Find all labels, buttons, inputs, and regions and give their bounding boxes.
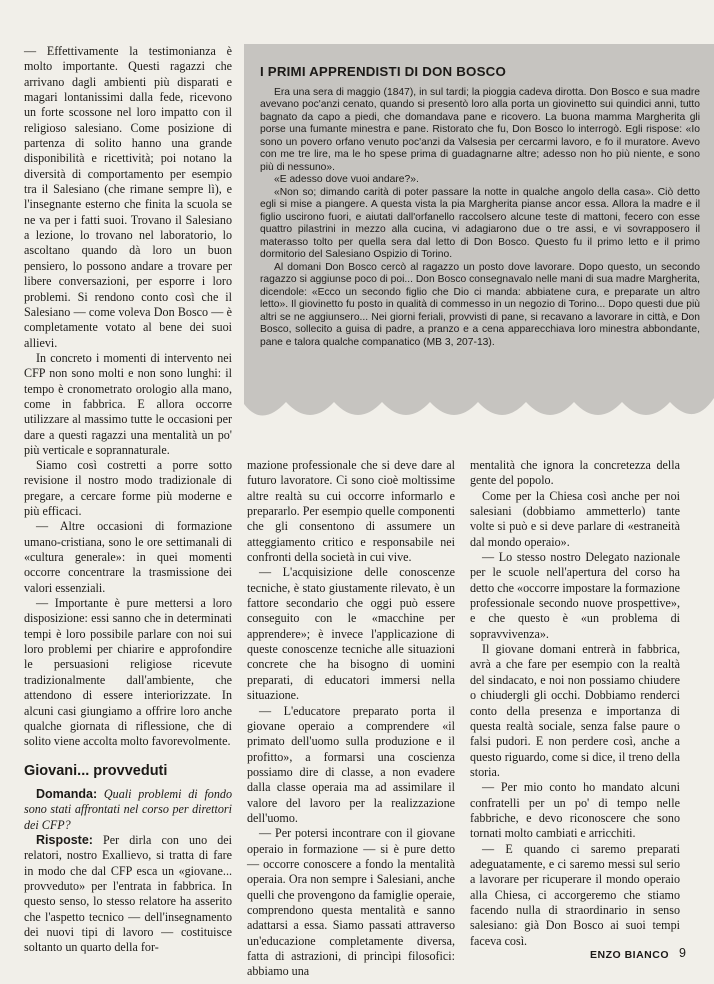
left-column-top — [24, 44, 232, 458]
sidebar-box — [244, 44, 714, 454]
section-subheading: Giovani... provveduti — [24, 762, 168, 779]
body-paragraph: — L'educatore preparato porta il giovane operaio a comprendere «il primato dell'uomo sulla produzione e il profitto», a formarsi una coscienza possiamo dire di classe, a non evadere dalla classe operaia ma ad assimilare il valore del lavoro per la realizzazione dell'uomo. — [247, 703, 455, 825]
body-paragraph: mentalità che ignora la concretezza della gente del popolo. — [470, 458, 680, 488]
body-paragraph: — Per mio conto ho mandato alcuni confratelli per un po' di tempo nelle fabbriche, e devo riconoscere che sono tornati molto cambiati e arricchiti. — [470, 780, 680, 841]
box-paragraph: «E adesso dove vuoi andare?». — [274, 174, 419, 185]
box-paragraph: «Non so; dimando carità di poter passare la notte in qualche angolo della casa». Ciò detto egli si mise a piangere. A questa vista la pia Margherita pianse ancor essa. Allora la madre e il figlio uscirono fuori, e aiutati dall'orfanello raccolsero alcune teste di mattoni, fecero con esse quattro pilastrini in mezzo alla cucina, vi adagiarono due o tre assi, e vi sovrapposero il materasso tolto per quella sera dal letto di Don Bosco. Questo fu il primo letto e il primo dormitorio del Salesiano Ospizio di Torino. — [260, 186, 700, 260]
box-paragraph: Era una sera di maggio (1847), in sul tardi; la pioggia cadeva dirotta. Don Bosco e sua madre avevano poc'anzi cenato, quando si presentò loro alla porta un giovinetto sui quindici anni, tutto bagnato da capo a piedi, che domandava pane e ricovero. La buona mamma Margherita gli porse una fumante minestra e pane. Ristorato che fu, Don Bosco lo interrogò. Egli rispose: «Io sono un povero orfano venuto poc'anzi da Valsesia per cercarmi lavoro, e fo il muratore. Avevo con me tre lire, ma le ho spese prima di guadagnarne altre; adesso non ho più niente, e sono più di nessuno». — [260, 86, 700, 173]
left-column-bottom — [24, 458, 232, 956]
body-paragraph: — Importante è pure mettersi a loro disposizione: essi sanno che in determinati tempi è loro possibile parlare con noi sui loro problemi per chiarire e approfondire le persuasioni religiose ricevute tradizionalmente dall'ambiente, che attendono di essere interiorizzate. In alcuni casi giungiamo a offrire loro anche qualche giornata di riflessione, che di solito viene accolta molto favorevolmente. — [24, 596, 232, 749]
body-paragraph: mazione professionale che si deve dare al futuro lavoratore. Ci sono cioè moltissime altre realtà su cui occorre informarlo e prepararlo. Per esempio quelle componenti che gli consentono di assumere un atteggiamento critico e responsabile nei confronti della società in cui vive. — [247, 458, 455, 565]
author-byline: ENZO BIANCO — [590, 949, 669, 961]
body-paragraph: — Altre occasioni di formazione umano-cristiana, sono le ore settimanali di «cultura generale»: in quei momenti occorre concentrare la trasmissione dei valori essenziali. — [24, 519, 232, 595]
question-paragraph — [24, 787, 232, 833]
page-number: 9 — [679, 946, 686, 960]
right-column — [470, 458, 680, 949]
box-paragraph: Al domani Don Bosco cercò al ragazzo un posto dove lavorare. Dopo questo, un secondo ragazzo si aggiunse poco di poi... Don Bosco consegnavalo nelle mani di sua madre Margherita, dicendole: «Ecco un secondo figlio che Dio ci manda: abbiatene cura, e preparate un altro letto». Il giovinetto fu posto in qualità di commesso in un negozio di Torino... Dopo questi due più altri se ne aggiunsero... Nei giorni feriali, provvisti di pane, si recavano a lavorare in città, e Don Bosco, sollecito a guisa di padre, a pranzo e a cena apparecchiava loro minestra abbondante, pane e talora qualche companatico (MB 3, 207-13). — [260, 261, 700, 348]
body-paragraph: In concreto i momenti di intervento nei CFP non sono molti e non sono lunghi: il tempo è cronometrato orologio alla mano, come in fabbrica. E allora occorre utilizzare al massimo tutte le occasioni per dare a questi ragazzi una mentalità un po' più verticale e soprannaturale. — [24, 350, 232, 457]
body-paragraph: — Per potersi incontrare con il giovane operaio in formazione — si è pure detto — occorre conoscere a fondo la mentalità operaia. Ora non sempre i Salesiani, anche quelli che provengono da famiglie operaie, comprendono questa mentalità e sanno adattarsi a essa. Siamo passati attraverso un'educazione completamente diversa, fatta di astrazioni, di princìpi filosofici: abbiamo una — [247, 826, 455, 979]
body-paragraph: — Effettivamente la testimonianza è molto importante. Questi ragazzi che arrivano dagli ambienti più disparati e magari lontanissimi dalla fede, ricevono un forte scossone nel loro impatto con il religioso salesiano. Come posizione di partenza di solito hanno una grande disponibilità e ricettività; poi notano la diversità di comportamento per esempio tra il Salesiano (che rimane sempre lì), e l'insegnante esterno che finita la scuola se ne va per i fatti suoi. Trovano il Salesiano a lezione, lo trovano nel laboratorio, lo ascoltano quando dà loro un buon pensiero, lo possono andare a trovare per libere conversazioni, per esporre i loro problemi. Si rendono conto così che il Salesiano — come voleva Don Bosco — è completamente votato al bene dei suoi allievi. — [24, 44, 232, 350]
answer-label: Risposte: — [36, 832, 93, 847]
answer-paragraph — [24, 833, 232, 956]
body-paragraph: — E quando ci saremo preparati adeguatamente, e ci saremo messi sul serio a lavorare per ricuperare il mondo operaio alla Chiesa, ci accorgeremo che stiamo facendo nulla di straordinario in senso salesiano: già Don Bosco ai suoi tempi faceva così. — [470, 841, 680, 948]
body-paragraph: — L'acquisizione delle conoscenze tecniche, è stato giustamente rilevato, è un fattore secondario che oggi può essere conseguito con le «macchine per apprendere»; è invece l'applicazione di queste conoscenze tecniche alle situazioni concrete che ha bisogno di uomini preparati, di educatori immersi nella situazione. — [247, 565, 455, 703]
box-content — [260, 66, 700, 349]
body-paragraph: Il giovane domani entrerà in fabbrica, avrà a che fare per esempio con la realtà del sindacato, e noi non possiamo chiudere o chiudergli gli occhi. Dobbiamo renderci conto della presenza e importanza di questa realtà sociale, senza false paure o falsi pudori. E non perdere così, anche a questo riguardo, come si dice, il treno della storia. — [470, 642, 680, 779]
answer-text: Per dirla con uno dei relatori, nostro Exallievo, si tratta di fare in modo che dal CFP esca un «giovane... provveduto» per l'entrata in fabbrica. In questo senso, lo stesso relatore ha asserito che l'aspetto tecnico — dell'insegnamento dei nuovi tipi di lavoro — costituisce soltanto un quarto della for- — [24, 832, 232, 955]
question-text: Quali problemi di fondo sono stati affrontati nel corso per direttori dei CFP? — [24, 786, 232, 832]
middle-column — [247, 458, 455, 980]
body-paragraph: Siamo così costretti a porre sotto revisione il nostro modo tradizionale di pregare, a cercare forme più moderne e più efficaci. — [24, 458, 232, 519]
body-paragraph: — Lo stesso nostro Delegato nazionale per le scuole nell'apertura del corso ha detto che «occorre impostare la formazione professionale secondo nuove prospettive», e che questo è «un problema di sopravvivenza». — [470, 550, 680, 641]
body-paragraph: Come per la Chiesa così anche per noi salesiani (dobbiamo ammetterlo) tante volte si può e si deve parlare di «estraneità dal mondo operaio». — [470, 488, 680, 549]
box-title: I PRIMI APPRENDISTI DI DON BOSCO — [260, 64, 507, 79]
question-label: Domanda: — [36, 786, 98, 801]
